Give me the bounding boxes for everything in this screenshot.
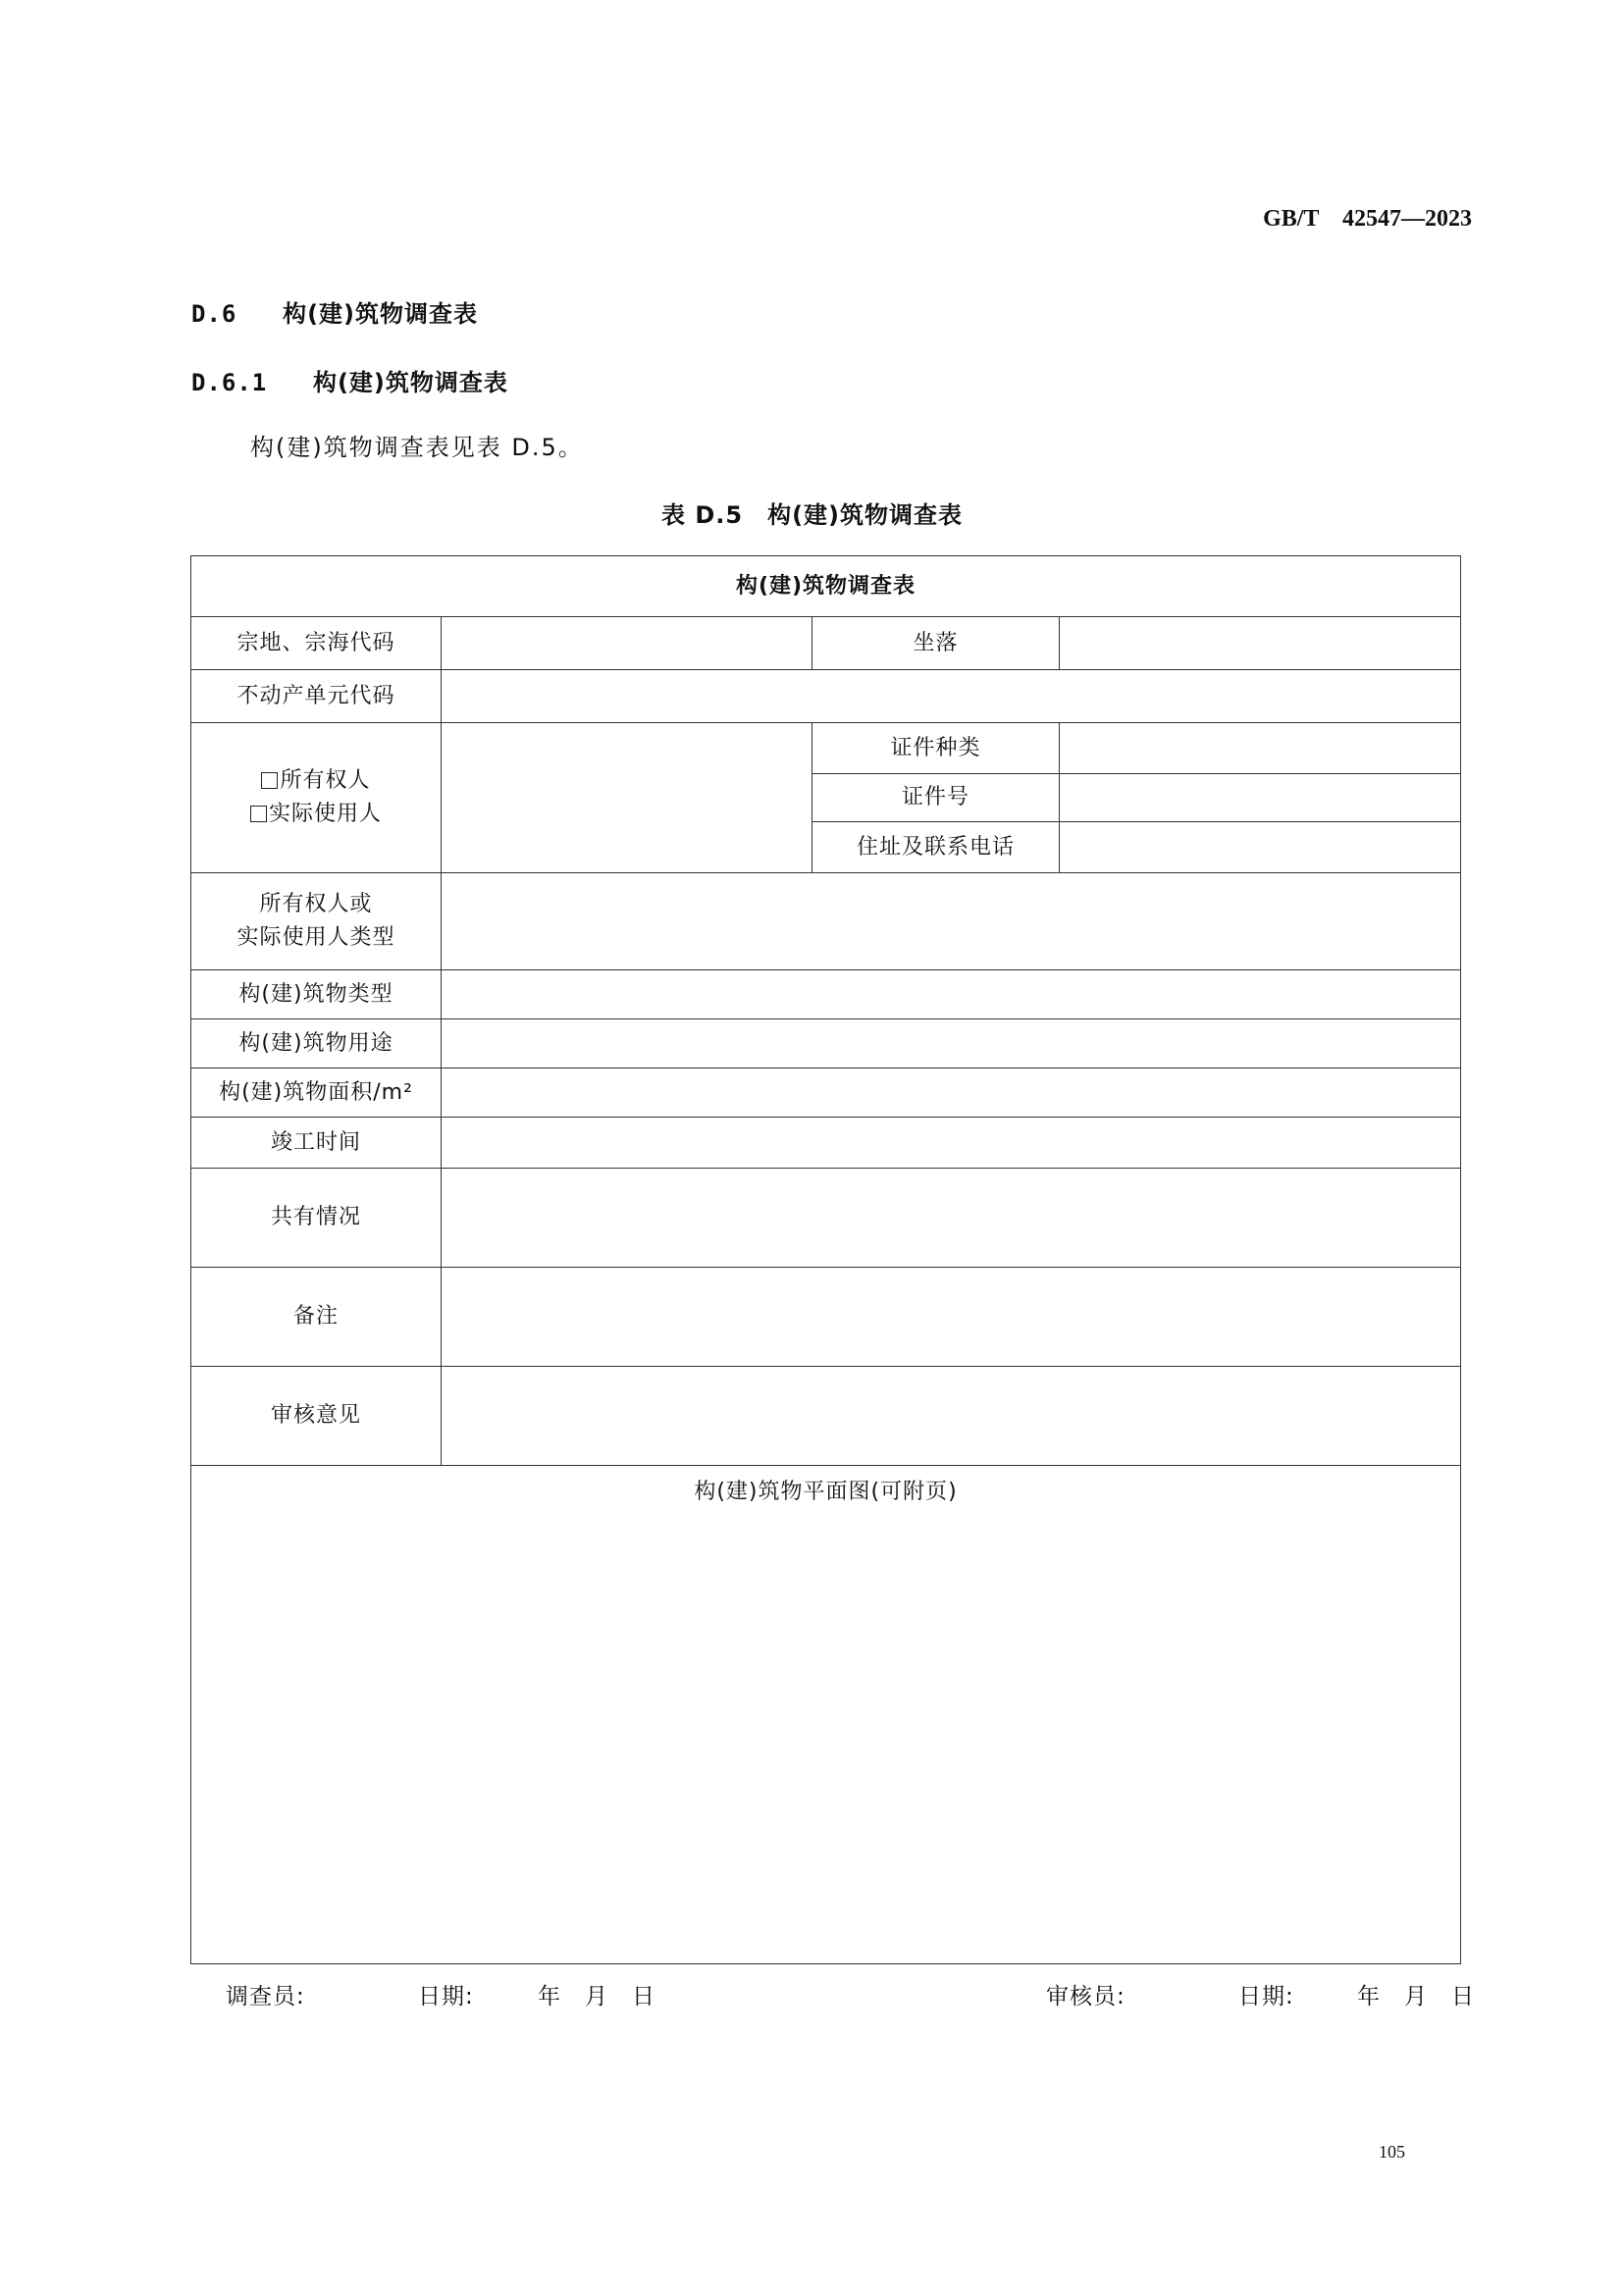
owner-type-label-line1: 所有权人或 (259, 892, 373, 916)
page-number: 105 (1379, 2142, 1405, 2162)
reviewer-label: 审核员: (1046, 1984, 1126, 2009)
table-caption: 表 D.5 构(建)筑物调查表 (660, 501, 964, 529)
date-ymd-left: 年 月 日 (538, 1984, 655, 2009)
parcel-code-field[interactable] (442, 617, 812, 670)
party-type-cell (191, 723, 442, 873)
floor-plan-label: 构(建)筑物平面图(可附页) (694, 1480, 958, 1504)
completion-time-label: 竣工时间 (191, 1118, 442, 1169)
remarks-field[interactable] (442, 1268, 1461, 1367)
investigator-label: 调查员: (226, 1984, 305, 2009)
user-option-label: 实际使用人 (268, 802, 382, 826)
party-name-field[interactable] (442, 723, 812, 873)
location-label: 坐落 (812, 617, 1060, 670)
section-title: 构(建)筑物调查表 (312, 369, 508, 396)
completion-time-field[interactable] (442, 1118, 1461, 1169)
location-field[interactable] (1060, 617, 1461, 670)
address-phone-field[interactable] (1060, 822, 1461, 873)
structure-use-field[interactable] (442, 1019, 1461, 1069)
owner-type-label (191, 873, 442, 970)
survey-table (190, 555, 1461, 1964)
section-heading-d6-1 (191, 363, 508, 397)
shared-status-label: 共有情况 (191, 1169, 442, 1268)
owner-option (197, 764, 435, 798)
structure-type-field[interactable] (442, 970, 1461, 1019)
date-label-right: 日期: (1238, 1984, 1294, 2009)
id-type-label: 证件种类 (812, 723, 1060, 774)
parcel-code-label: 宗地、宗海代码 (191, 617, 442, 670)
standard-code: GB/T 42547—2023 (1263, 206, 1472, 232)
remarks-label: 备注 (191, 1268, 442, 1367)
table-title: 构(建)筑物调查表 (191, 556, 1461, 617)
user-checkbox[interactable] (250, 806, 267, 822)
section-number: D.6.1 (191, 369, 268, 396)
floor-plan-area[interactable] (191, 1466, 1461, 1964)
owner-option-label: 所有权人 (280, 768, 371, 793)
owner-type-field[interactable] (442, 873, 1461, 970)
structure-type-label: 构(建)筑物类型 (191, 970, 442, 1019)
body-paragraph: 构(建)筑物调查表见表 D.5。 (250, 434, 584, 461)
id-number-field[interactable] (1060, 774, 1461, 822)
user-option (197, 798, 435, 831)
id-number-label: 证件号 (812, 774, 1060, 822)
section-title: 构(建)筑物调查表 (283, 300, 479, 328)
section-number: D.6 (191, 300, 237, 328)
unit-code-field[interactable] (442, 670, 1461, 723)
owner-checkbox[interactable] (261, 772, 278, 789)
id-type-field[interactable] (1060, 723, 1461, 774)
owner-type-label-line2: 实际使用人类型 (236, 925, 395, 950)
date-label-left: 日期: (418, 1984, 474, 2009)
unit-code-label: 不动产单元代码 (191, 670, 442, 723)
section-heading-d6 (191, 294, 478, 329)
structure-area-field[interactable] (442, 1069, 1461, 1118)
review-opinion-field[interactable] (442, 1367, 1461, 1466)
structure-area-label: 构(建)筑物面积/m² (191, 1069, 442, 1118)
date-ymd-right: 年 月 日 (1357, 1984, 1475, 2009)
review-opinion-label: 审核意见 (191, 1367, 442, 1466)
structure-use-label: 构(建)筑物用途 (191, 1019, 442, 1069)
address-phone-label: 住址及联系电话 (812, 822, 1060, 873)
shared-status-field[interactable] (442, 1169, 1461, 1268)
